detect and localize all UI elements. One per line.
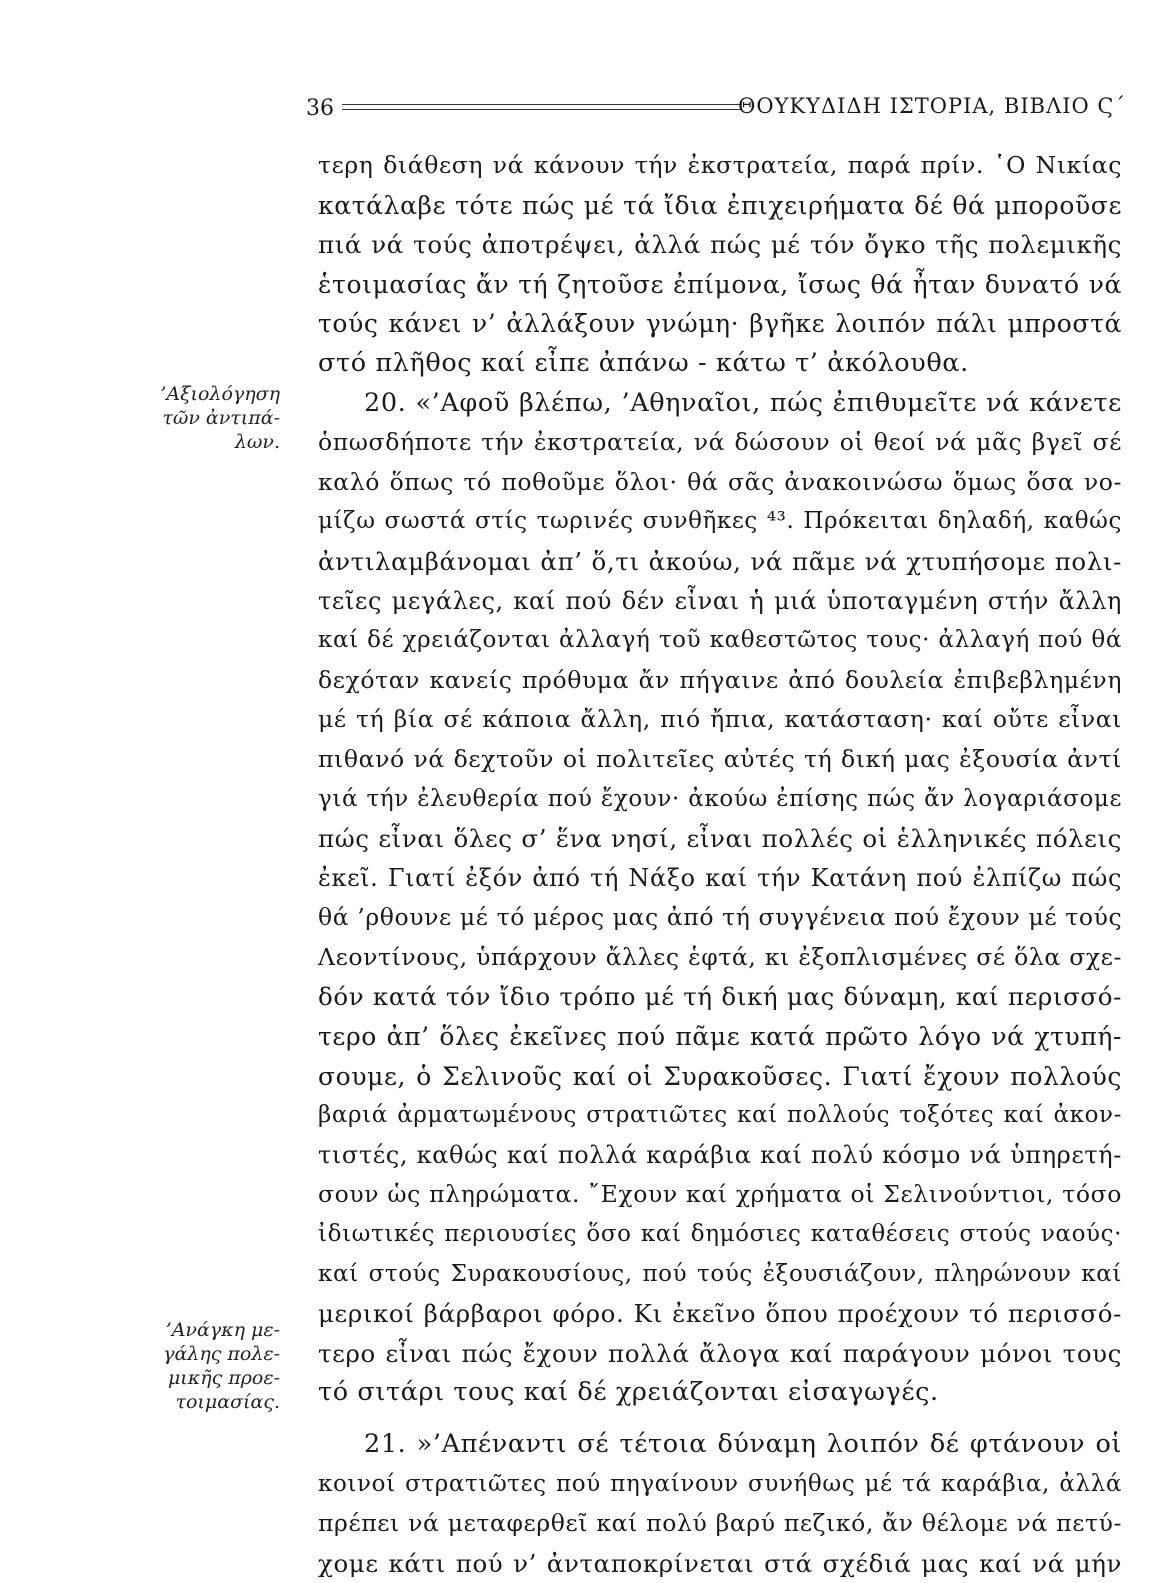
text-line: μίζω σωστά στίς τωρινές συνθῆκες ⁴³. Πρόκειται δηλαδή, καθώς: [318, 508, 1122, 535]
text-line: πιθανό νά δεχτοῦν οἱ πολιτεῖες αὐτές τή δική μας ἐξουσία ἀντί: [318, 744, 1122, 773]
margin-note-line: λων.: [234, 431, 280, 453]
text-line: ἀντιλαμβάνομαι ἀπ’ ὅ,τι ἀκούω, νά πᾶμε νά χτυπήσομε πολι-: [318, 546, 1122, 576]
text-line: τεῖες μεγάλες, καί πού δέν εἶναι ἡ μιά ὑποταγμένη στήν ἄλλη: [318, 586, 1122, 615]
margin-note-line: ’Αξιολόγηση: [160, 383, 280, 405]
header-rule: [342, 109, 742, 110]
header-rule: [342, 104, 742, 105]
margin-note-necessity: [120, 1318, 280, 1414]
margin-note-evaluation: [120, 382, 280, 454]
text-line: σουμε, ὁ Σελινοῦς καί οἱ Συρακοῦσες. Γιατί ἔχουν πολλούς: [318, 1061, 1122, 1091]
text-line: πρέπει νά μεταφερθεῖ καί πολύ βαρύ πεζικό, ἄν θέλομε νά πετύ-: [318, 1509, 1122, 1538]
paragraph-21-start: 21. »’Απέναντι σέ τέτοια δύναμη λοιπόν δέ φτάνουν οἱ: [364, 1429, 1122, 1459]
paragraph-20-start: 20. «’Αφοῦ βλέπω, ’Αθηναῖοι, πώς ἐπιθυμεῖτε νά κάνετε: [364, 387, 1122, 418]
text-line: ἑτοιμασίας ἄν τή ζητοῦσε ἐπίμονα, ἴσως θά ἦταν δυνατό νά: [318, 269, 1122, 299]
text-line: καί δέ χρειάζονται ἀλλαγή τοῦ καθεστῶτος τους· ἀλλαγή πού θά: [318, 627, 1122, 654]
text-line: τερο εἶναι πώς ἔχουν πολλά ἄλογα καί παράγουν μόνοι τους: [318, 1338, 1122, 1368]
text-line: κατάλαβε τότε πώς μέ τά ἴδια ἐπιχειρήματα δέ θά μποροῦσε: [318, 190, 1122, 220]
page-header: [306, 90, 1126, 130]
text-line: θά ’ρθουνε μέ τό μέρος μας ἀπό τή συγγένεια πού ἔχουν μέ τούς: [318, 903, 1123, 932]
text-line: τούς κάνει ν’ ἀλλάξουν γνώμη· βγῆκε λοιπόν πάλι μπροστά: [318, 309, 1122, 339]
margin-note-line: τῶν ἀντιπά-: [162, 407, 280, 429]
text-line: τερο ἀπ’ ὅλες ἐκεῖνες πού πᾶμε κατά πρῶτο λόγο νά χτυπή-: [318, 1022, 1122, 1052]
text-line: σουν ὡς πληρώματα. ῎Εχουν καί χρήματα οἱ Σελινούντιοι, τόσο: [318, 1180, 1122, 1209]
text-line: βαριά ἀρματωμένους στρατιῶτες καί πολλούς τοξότες καί ἀκον-: [318, 1102, 1122, 1129]
text-line: ὁπωσδήποτε τήν ἐκστρατεία, νά δώσουν οἱ θεοί νά μᾶς βγεῖ σέ: [318, 428, 1122, 457]
margin-note-line: τοιμασίας.: [175, 1391, 280, 1413]
text-line: πώς εἶναι ὅλες σ’ ἕνα νησί, εἶναι πολλές οἱ ἑλληνικές πόλεις: [318, 824, 1122, 854]
margin-note-line: μικῆς προε-: [167, 1367, 280, 1389]
text-line: ἰδιωτικές περιουσίες ὅσο καί δημόσιες καταθέσεις στούς ναούς·: [318, 1221, 1122, 1248]
margin-note-line: γάλης πολε-: [163, 1343, 280, 1365]
text-line: τό σιτάρι τους καί δέ χρειάζονται εἰσαγωγές.: [318, 1377, 939, 1408]
text-line: Λεοντίνους, ὑπάρχουν ἄλλες ἑφτά, κι ἐξοπλισμένες σέ ὅλα σχε-: [318, 942, 1122, 971]
text-line: δόν κατά τόν ἴδιο τρόπο μέ τή δική μας δύναμη, καί περισσό-: [318, 982, 1122, 1012]
text-line: πιά νά τούς ἀποτρέψει, ἀλλά πώς μέ τόν ὄγκο τῆς πολεμικῆς: [318, 230, 1122, 260]
text-line: κοινοί στρατιῶτες πού πηγαίνουν συνήθως μέ τά καράβια, ἀλλά: [318, 1470, 1122, 1497]
margin-note-line: ’Ανάγκη με-: [165, 1319, 280, 1341]
text-line: δεχόταν κανείς πρόθυμα ἄν πήγαινε ἀπό δουλεία ἐπιβεβλημένη: [318, 665, 1122, 694]
text-line: τερη διάθεση νά κάνουν τήν ἐκστρατεία, παρά πρίν. ῾Ο Νικίας: [318, 151, 1122, 179]
text-line: ἐκεῖ. Γιατί ἐξόν ἀπό τή Νάξο καί τήν Κατάνη πού ἐλπίζω πώς: [318, 863, 1122, 892]
text-line: καί στούς Συρακουσίους, πού τούς ἐξουσιάζουν, πληρώνουν καί: [318, 1260, 1122, 1287]
running-title: ΘΟΥΚΥΔΙΔΗ ΙΣΤΟΡΙΑ, ΒΙΒΛΙΟ Ϛ΄: [738, 94, 1126, 118]
text-line: καλό ὅπως τό ποθοῦμε ὅλοι· θά σᾶς ἀνακοινώσω ὅμως ὅσα νο-: [318, 467, 1122, 496]
page-number: 36: [306, 96, 334, 121]
text-line: τιστές, καθώς καί πολλά καράβια καί πολύ κόσμο νά ὑπηρετή-: [318, 1140, 1122, 1169]
body-text: [318, 146, 1122, 1583]
text-line: στό πλῆθος καί εἶπε ἀπάνω - κάτω τ’ ἀκόλουθα.: [318, 347, 969, 378]
text-line: μερικοί βάρβαροι φόρο. Κι ἐκεῖνο ὅπου προέχουν τό περισσό-: [318, 1299, 1122, 1329]
text-line: γιά τήν ἐλευθερία πού ἔχουν· ἀκούω ἐπίσης πώς ἄν λογαριάσομε: [318, 785, 1122, 812]
text-line: χομε κάτι πού ν’ ἀνταποκρίνεται στά σχέδιά μας καί νά μήν: [318, 1548, 1122, 1578]
text-line: μέ τή βία σέ κάποια ἄλλη, πιό ἤπια, κατάσταση· καί οὔτε εἶναι: [318, 705, 1122, 734]
